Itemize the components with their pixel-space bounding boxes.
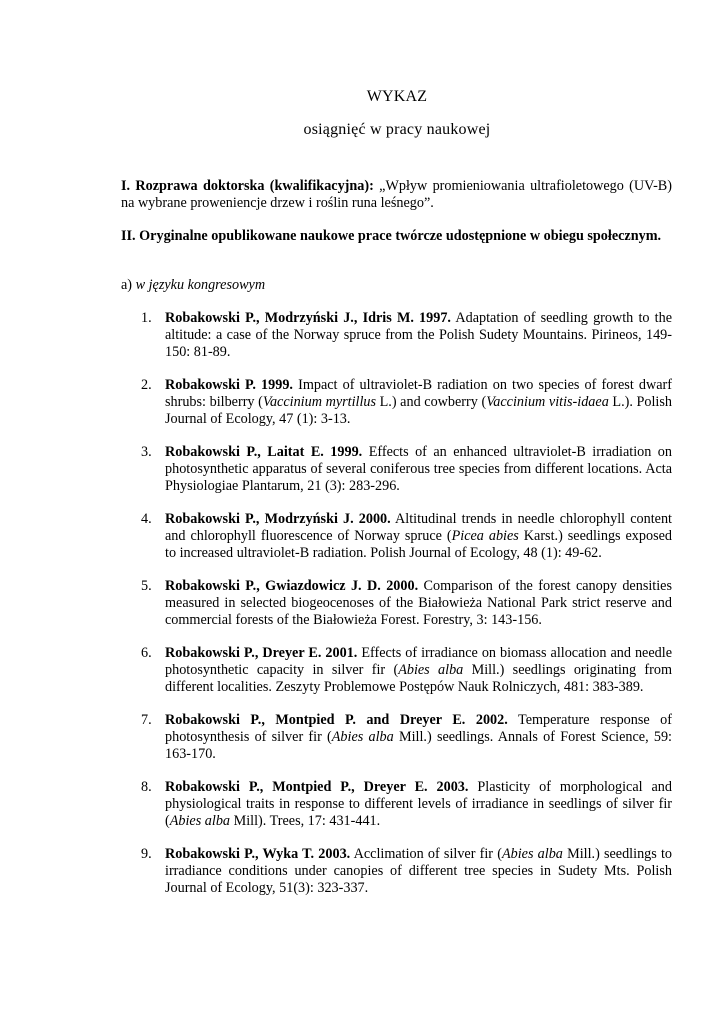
- publication-authors: Robakowski P., Montpied P., Dreyer E. 2003.: [165, 779, 469, 795]
- publication-number: 4.: [141, 511, 152, 527]
- subsection-marker: a): [121, 277, 136, 293]
- publication-number: 7.: [141, 712, 152, 728]
- publication-text: L.) and cowberry (: [376, 394, 487, 410]
- publication-authors: Robakowski P., Montpied P. and Dreyer E. 2002.: [165, 712, 508, 728]
- publication-item: [121, 712, 672, 763]
- publication-text: Temperature response of photosynthesis of silver fir (: [165, 712, 672, 745]
- species-name: Abies alba: [501, 846, 563, 862]
- publication-authors: Robakowski P., Gwiazdowicz J. D. 2000.: [165, 578, 419, 594]
- publication-text: Karst.) seedlings exposed to increased ultraviolet-B radiation. Polish Journal of Ecology, 48 (1): 49-62.: [165, 528, 673, 561]
- publication-item: [121, 645, 672, 696]
- publication-text: Comparison of the forest canopy densities measured in selected biogeocenoses of the Białowieża National Park strict reserve and commercial forests of the Białowieża Forest. Forestry, 3: 143-156.: [165, 578, 672, 628]
- publication-authors: Robakowski P., Dreyer E. 2001.: [165, 645, 358, 661]
- publication-text: Impact of ultraviolet-B radiation on two species of forest dwarf shrubs: bilberry (: [165, 377, 672, 410]
- publication-item: [121, 779, 672, 830]
- publication-number: 2.: [141, 377, 152, 393]
- species-name: Vaccinium myrtillus: [262, 394, 377, 410]
- publication-list: [121, 310, 672, 913]
- publication-text: Mill.) seedlings. Annals of Forest Science, 59: 163-170.: [165, 729, 672, 762]
- publication-text: Altitudinal trends in needle chlorophyll content and chlorophyll fluorescence of Norway spruce (: [165, 511, 672, 544]
- publication-authors: Robakowski P., Modrzyński J. 2000.: [165, 511, 391, 527]
- dissertation-paragraph: [121, 178, 672, 212]
- species-name: Abies alba: [331, 729, 394, 745]
- publication-number: 9.: [141, 846, 152, 862]
- species-name: Vaccinium vitis-idaea: [486, 394, 609, 410]
- publication-text: L.). Polish Journal of Ecology, 47 (1): 3-13.: [165, 394, 672, 427]
- dissertation-label: I. Rozprawa doktorska (kwalifikacyjna):: [121, 178, 374, 194]
- section-heading: [121, 228, 672, 245]
- publication-text: Acclimation of silver fir (: [350, 846, 502, 862]
- publication-number: 6.: [141, 645, 152, 661]
- section-heading-text: II. Oryginalne opublikowane naukowe prace twórcze udostępnione w obiegu społecznym.: [121, 228, 662, 244]
- publication-number: 1.: [141, 310, 152, 326]
- document-title: WYKAZ: [366, 88, 428, 105]
- publication-text: Mill.) seedlings to irradiance conditions under canopies of different tree species in Sudety Mts. Polish Journal of Ecology, 51(3): 323-337.: [165, 846, 672, 896]
- dissertation-text: „Wpływ promieniowania ultrafioletowego (UV-B) na wybrane proweniencje drzew i roślin runa leśnego”.: [121, 178, 672, 211]
- publication-text: Plasticity of morphological and physiological traits in response to different levels of irradiance in seedlings of silver fir (: [165, 779, 672, 829]
- publication-item: [121, 578, 672, 629]
- publication-number: 8.: [141, 779, 152, 795]
- publication-authors: Robakowski P., Wyka T. 2003.: [165, 846, 351, 862]
- publication-number: 5.: [141, 578, 152, 594]
- publication-text: Effects of an enhanced ultraviolet-B irradiation on photosynthetic apparatus of several coniferous tree species from different locations. Acta Physiologiae Plantarum, 21 (3): 283-296.: [165, 444, 672, 494]
- species-name: Picea abies: [451, 528, 519, 544]
- publication-item: [121, 846, 672, 897]
- publication-item: [121, 444, 672, 495]
- species-name: Abies alba: [398, 662, 464, 678]
- subsection-label: w języku kongresowym: [135, 277, 266, 293]
- publication-text: Adaptation of seedling growth to the altitude: a case of the Norway spruce from the Polish Sudety Mountains. Pirineos, 149-150: 81-89.: [165, 310, 672, 360]
- publication-number: 3.: [141, 444, 152, 460]
- publication-item: [121, 511, 672, 562]
- species-name: Abies alba: [169, 813, 231, 829]
- publication-item: [121, 377, 672, 428]
- publication-text: Mill.) seedlings originating from different localities. Zeszyty Problemowe Postępów Nauk Rolniczych, 481: 383-389.: [165, 662, 672, 695]
- publication-text: Effects of irradiance on biomass allocation and needle photosynthetic capacity in silver fir (: [165, 645, 672, 678]
- publication-item: [121, 310, 672, 361]
- document-subtitle: osiągnięć w pracy naukowej: [303, 121, 491, 138]
- publication-authors: Robakowski P., Laitat E. 1999.: [165, 444, 363, 460]
- publication-authors: Robakowski P., Modrzyński J., Idris M. 1997.: [165, 310, 451, 326]
- subsection-heading: [121, 277, 672, 294]
- publication-text: Mill). Trees, 17: 431-441.: [230, 813, 381, 829]
- publication-authors: Robakowski P. 1999.: [165, 377, 293, 393]
